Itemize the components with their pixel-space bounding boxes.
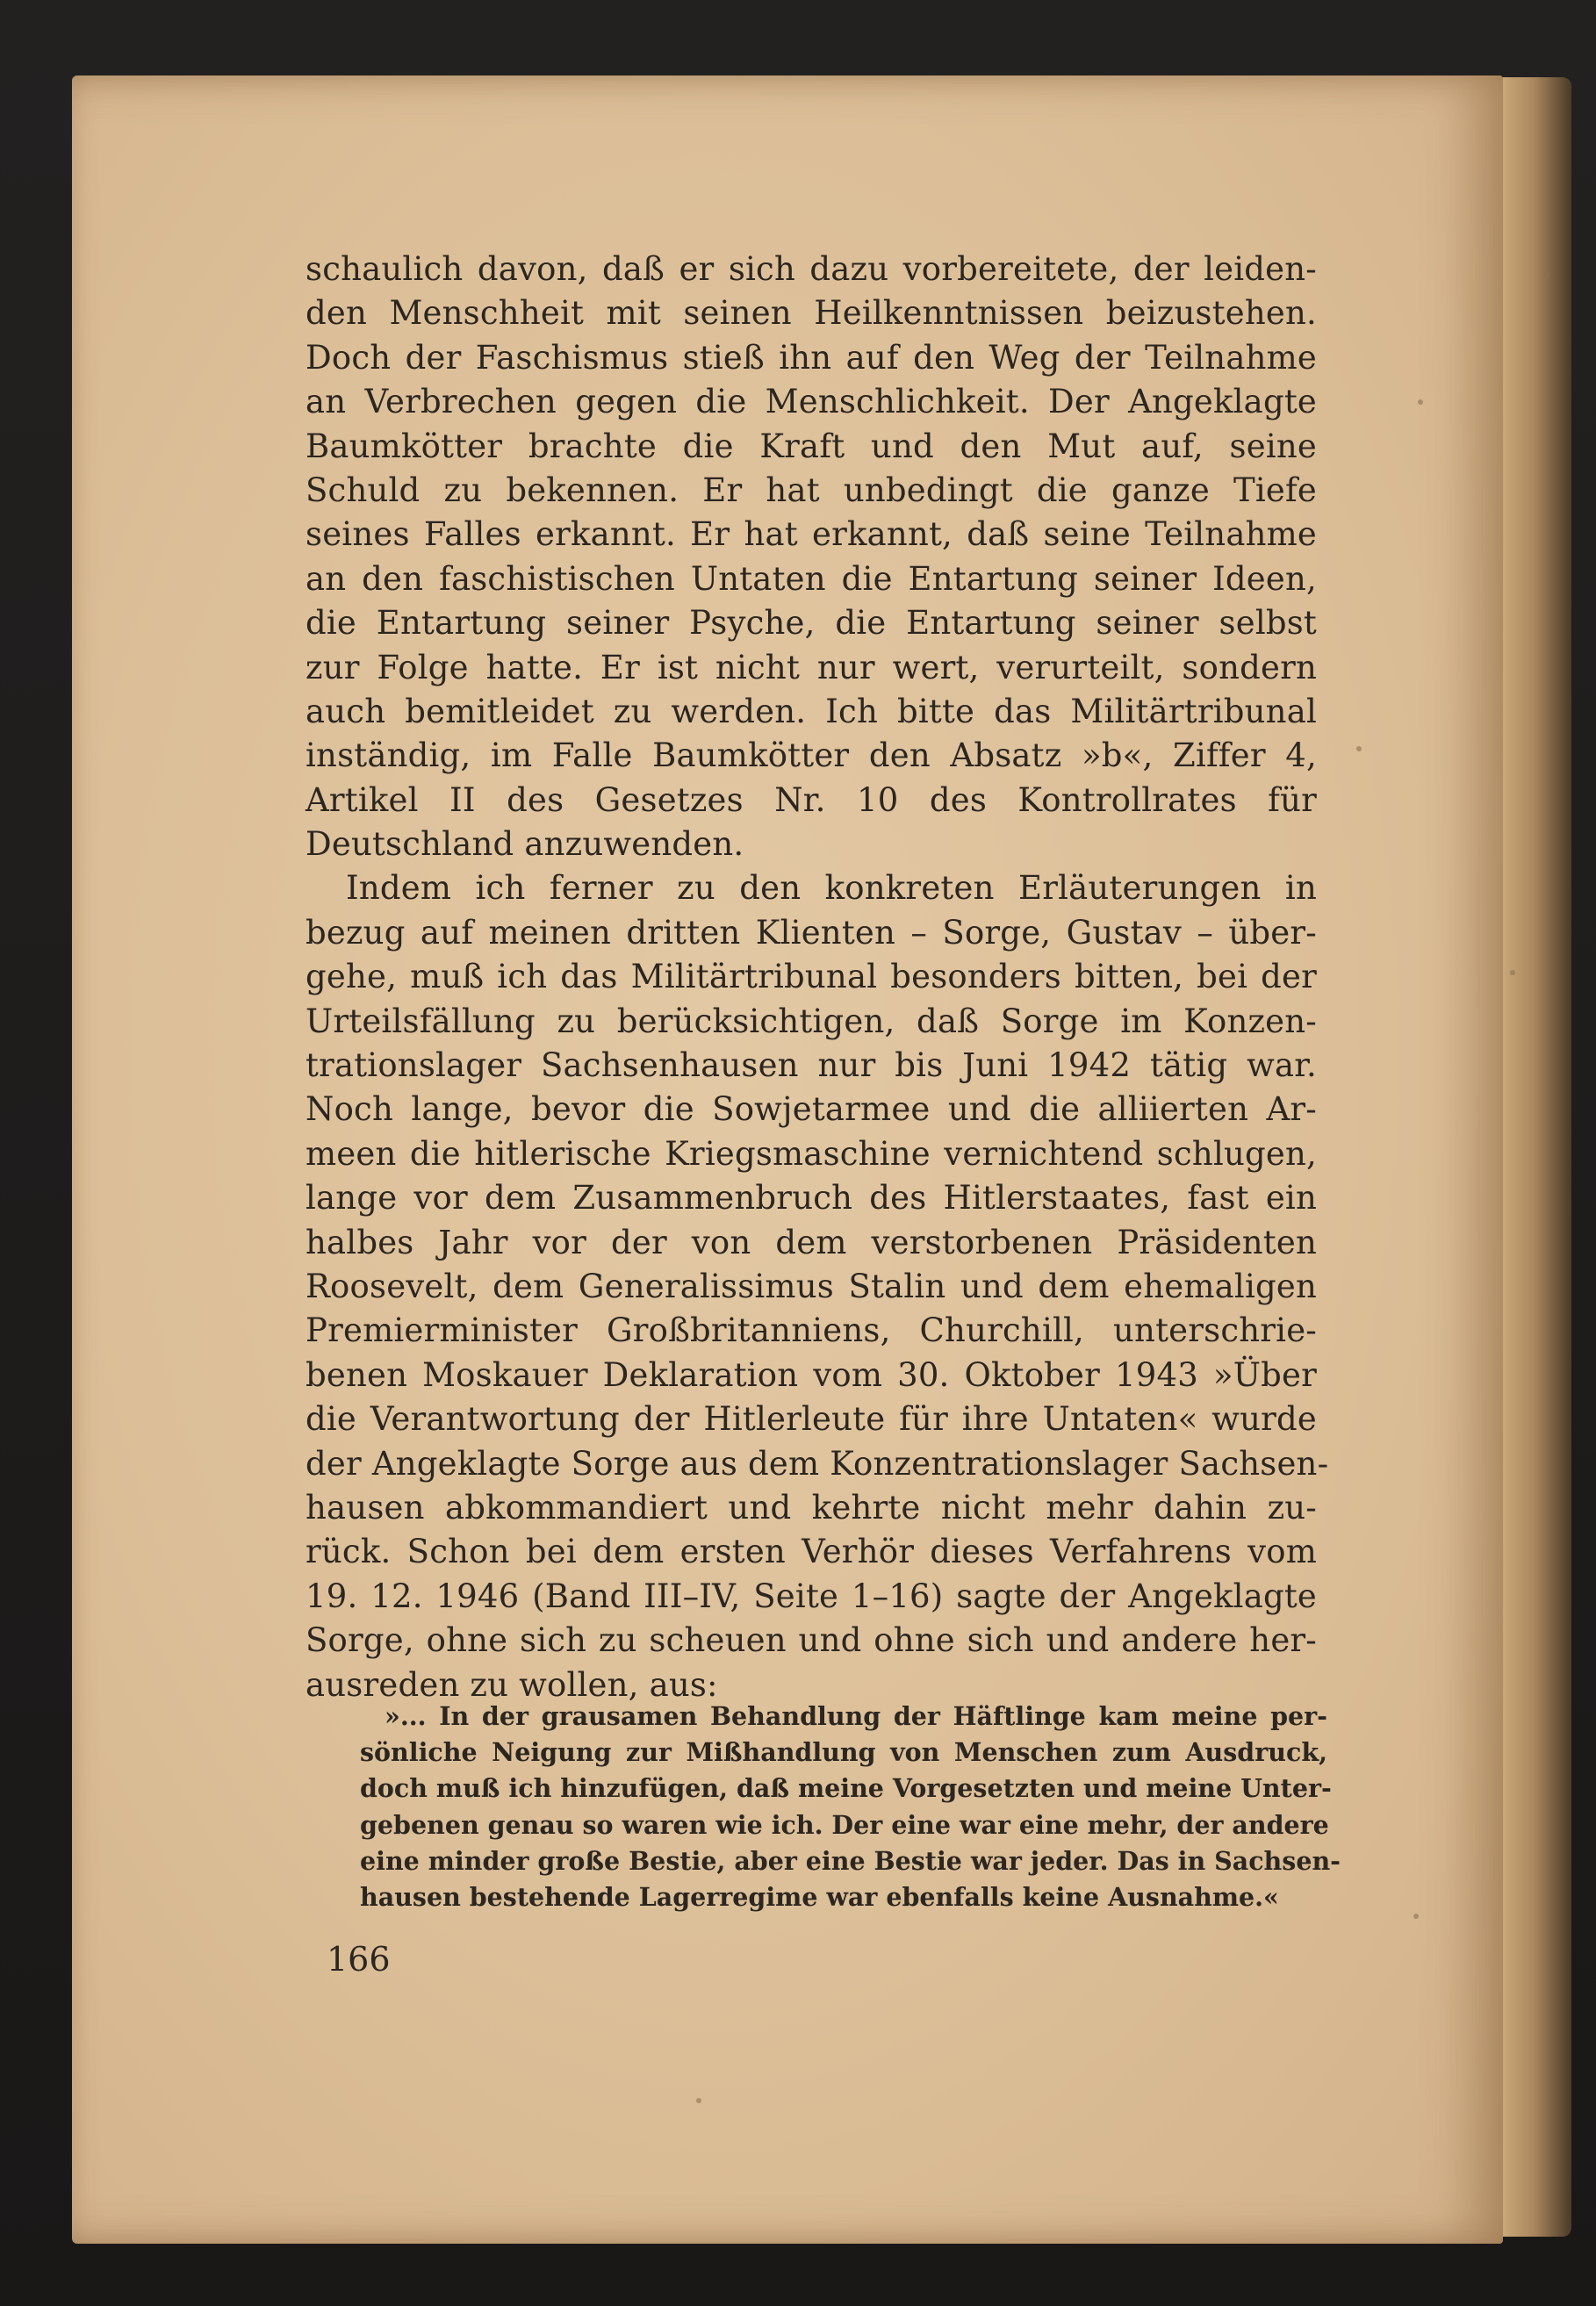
paper-speck	[1356, 746, 1362, 751]
paper-speck	[1413, 1914, 1419, 1919]
quote-line: gebenen genau so waren wie ich. Der eine war eine mehr, der andere	[360, 1809, 1329, 1840]
paper-speck	[1545, 272, 1550, 277]
body-line: ausreden zu wollen, aus:	[306, 1665, 718, 1704]
body-line: Schuld zu bekennen. Er hat unbedingt die ganze Tiefe	[306, 471, 1317, 509]
body-text	[306, 248, 1329, 1707]
body-line: Deutschland anzuwenden.	[306, 825, 744, 864]
body-line: trationslager Sachsenhausen nur bis Juni 1942 tätig war.	[306, 1046, 1317, 1085]
body-line: meen die hitlerische Kriegsmaschine vernichtend schlugen,	[306, 1134, 1317, 1173]
paper-speck	[696, 2098, 701, 2103]
body-line: benen Moskauer Deklaration vom 30. Oktober 1943 »Über	[306, 1355, 1317, 1394]
quote-line: doch muß ich hinzufügen, daß meine Vorgesetzten und meine Unter-	[360, 1773, 1332, 1804]
body-line: gehe, muß ich das Militärtribunal besonders bitten, bei der	[306, 958, 1317, 996]
body-line: die Verantwortung der Hitlerleute für ihre Untaten« wurde	[306, 1400, 1317, 1439]
quote-line: sönliche Neigung zur Mißhandlung von Menschen zum Ausdruck,	[360, 1737, 1327, 1768]
body-line: Doch der Faschismus stieß ihn auf den Weg der Teilnahme	[306, 338, 1317, 377]
body-line: an den faschistischen Untaten die Entartung seiner Ideen,	[306, 559, 1317, 598]
body-line: rück. Schon bei dem ersten Verhör dieses Verfahrens vom	[306, 1533, 1317, 1571]
quotation-block	[360, 1699, 1341, 1915]
body-line: 19. 12. 1946 (Band III–IV, Seite 1–16) sagte der Angeklagte	[306, 1577, 1317, 1615]
body-line: Urteilsfällung zu berücksichtigen, daß Sorge im Konzen-	[306, 1002, 1317, 1040]
quote-line: eine minder große Bestie, aber eine Bestie war jeder. Das in Sachsen-	[360, 1845, 1341, 1876]
page-number: 166	[327, 1940, 391, 1979]
body-line: Noch lange, bevor die Sowjetarmee und die alliierten Ar-	[306, 1090, 1317, 1129]
body-line: bezug auf meinen dritten Klienten – Sorge, Gustav – über-	[306, 913, 1317, 952]
quote-line: »... In der grausamen Behandlung der Häftlinge kam meine per-	[385, 1701, 1327, 1731]
body-line: halbes Jahr vor der von dem verstorbenen Präsidenten	[306, 1223, 1317, 1261]
paragraph-start-line: Indem ich ferner zu den konkreten Erläuterungen in	[346, 869, 1317, 908]
body-line: lange vor dem Zusammenbruch des Hitlerstaates, fast ein	[306, 1179, 1317, 1218]
body-line: Baumkötter brachte die Kraft und den Mut auf, seine	[306, 427, 1317, 465]
body-line: an Verbrechen gegen die Menschlichkeit. Der Angeklagte	[306, 383, 1317, 421]
quote-line: hausen bestehende Lagerregime war ebenfalls keine Ausnahme.«	[360, 1881, 1279, 1912]
body-line: schaulich davon, daß er sich dazu vorbereitete, der leiden-	[306, 250, 1317, 288]
body-line: Artikel II des Gesetzes Nr. 10 des Kontrollrates für	[306, 780, 1317, 819]
paper-speck	[1510, 970, 1515, 975]
body-line: seines Falles erkannt. Er hat erkannt, daß seine Teilnahme	[306, 515, 1317, 554]
body-line: auch bemitleidet zu werden. Ich bitte das Militärtribunal	[306, 692, 1317, 730]
body-line: der Angeklagte Sorge aus dem Konzentrationslager Sachsen-	[306, 1444, 1329, 1483]
body-line: inständig, im Falle Baumkötter den Absatz »b«, Ziffer 4,	[306, 736, 1317, 775]
paper-speck	[1418, 399, 1423, 405]
body-line: Roosevelt, dem Generalissimus Stalin und dem ehemaligen	[306, 1267, 1317, 1305]
body-line: den Menschheit mit seinen Heilkenntnissen beizustehen.	[306, 294, 1317, 333]
body-line: hausen abkommandiert und kehrte nicht mehr dahin zu-	[306, 1488, 1317, 1527]
body-line: zur Folge hatte. Er ist nicht nur wert, verurteilt, sondern	[306, 648, 1317, 686]
body-line: Premierminister Großbritanniens, Churchill, unterschrie-	[306, 1311, 1317, 1350]
body-line: die Entartung seiner Psyche, die Entartung seiner selbst	[306, 604, 1317, 643]
body-line: Sorge, ohne sich zu scheuen und ohne sich und andere her-	[306, 1621, 1317, 1660]
